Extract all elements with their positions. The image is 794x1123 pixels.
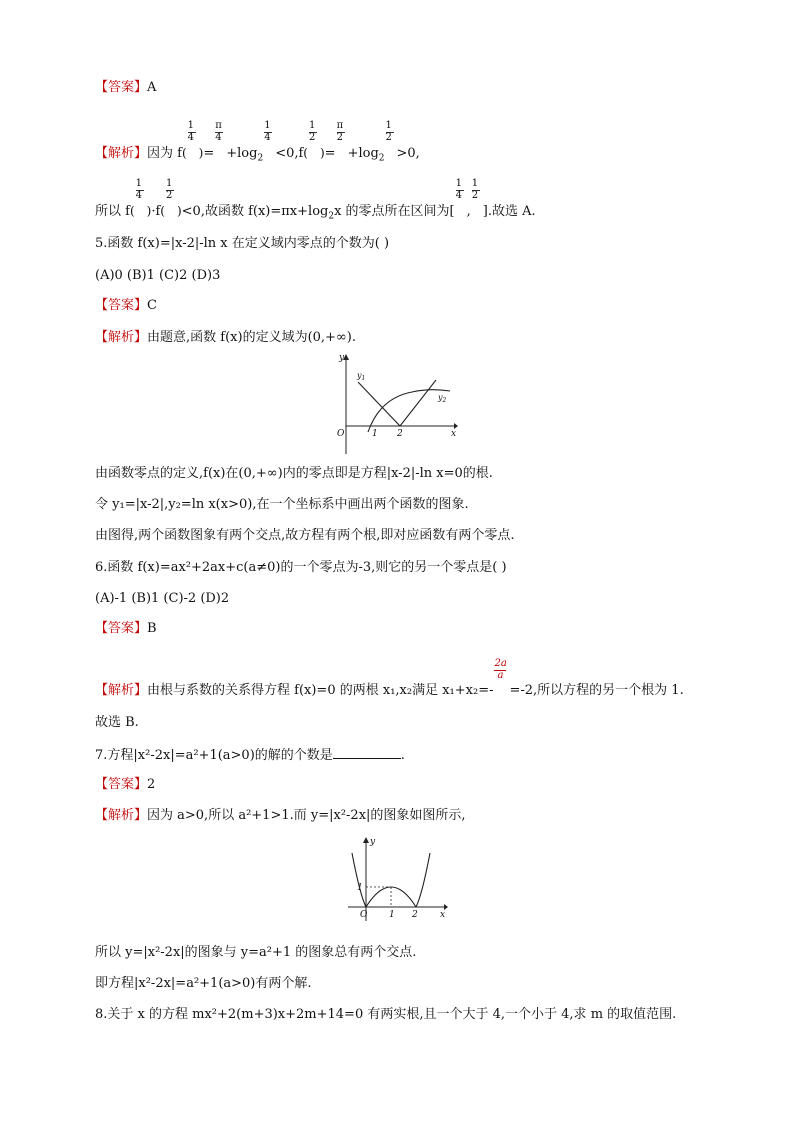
q4-solution-line-2: 所以 f( $\frac{1}{4}$ )·f( $\frac{1}{2}$ )<0,故函数 $f(x)=\pi x+\log_2x$ 的零点所在区间为[ $\frac{1}{4}$ , $\frac{1}{2}$ ].故选 A. [95, 178, 536, 222]
tick-label-1: 1 [372, 429, 378, 439]
right-branch-curve [416, 853, 430, 907]
tick-label-1: 1 [389, 910, 395, 920]
solution-text: +log [226, 146, 258, 161]
q8-stem: 8.关于 x 的方程 mx²+2(m+3)x+2m+14=0 有两实根,且一个大于 4,一个小于 4,求 m 的取值范围. [95, 1007, 677, 1022]
fraction-one-half: $\frac{1}{2}$ [385, 120, 392, 143]
solution-tag: 【解析】 [95, 808, 148, 823]
y-axis-arrow [363, 837, 369, 843]
q4-answer-line [95, 80, 156, 96]
curve-label-y1: $y_1$ [357, 371, 366, 382]
solution-text: 由题意,函数 f(x)的定义域为(0,+∞). [147, 330, 356, 345]
solution-tag: 【解析】 [95, 146, 148, 161]
fraction-pi-half: $\frac{\pi}{2}$ [336, 120, 344, 143]
solution-text: 所以 f [95, 204, 130, 219]
solution-text: =-2,所以方程的另一个根为 1. [509, 683, 684, 698]
fraction-one-half: $\frac{1}{2}$ [308, 120, 316, 143]
q5-stem: 5.函数 f(x)=|x-2|-ln x 在定义域内零点的个数为( ) [95, 236, 390, 251]
answer-tag: 【答案】 [95, 80, 148, 95]
fraction-one-half: $\frac{1}{2}$ [165, 178, 173, 201]
answer-blank [333, 746, 401, 759]
solution-text: <0,故函数 f(x)=πx+log [181, 204, 329, 219]
answer-tag: 【答案】 [95, 777, 148, 792]
x-axis-label: x [440, 910, 446, 920]
tick-label-2: 2 [412, 910, 418, 920]
q5-answer-line [95, 298, 157, 314]
tick-label-2: 2 [397, 429, 403, 439]
answer-tag: 【答案】 [95, 298, 148, 313]
q6-solution-line-2: 故选 B. [95, 715, 139, 730]
q5-solution-line-4: 由图得,两个函数图象有两个交点,故方程有两个根,即对应函数有两个零点. [95, 528, 515, 543]
q7-function-graph [340, 835, 455, 925]
q7-solution-line-2: 所以 y=|x²-2x|的图象与 y=a²+1 的图象总有两个交点. [95, 945, 417, 960]
solution-tag: 【解析】 [95, 330, 148, 345]
solution-text: 由根与系数的关系得方程 f(x)=0 的两根 x₁,x₂满足 x₁+x₂=- [147, 683, 494, 698]
fraction-one-quarter: $\frac{1}{4}$ [455, 178, 462, 201]
fraction-one-quarter: $\frac{1}{4}$ [264, 120, 271, 143]
q7-answer-line [95, 777, 155, 793]
left-branch-curve [352, 853, 366, 907]
answer-value: B [147, 621, 157, 636]
solution-text: ].故选 A. [482, 204, 536, 219]
q6-solution-line-1 [95, 658, 684, 699]
y-axis-label: y [370, 837, 376, 847]
solution-text: <0,f [275, 146, 304, 161]
q7-solution-line-3: 即方程|x²-2x|=a²+1(a>0)有两个解. [95, 976, 312, 991]
q5-solution-line-1 [95, 330, 356, 346]
curve-label-y2: $y_2$ [438, 393, 447, 404]
q6-options: (A)-1 (B)1 (C)-2 (D)2 [95, 591, 230, 606]
solution-text: 因为 a>0,所以 a²+1>1.而 y=|x²-2x|的图象如图所示, [147, 808, 466, 823]
x-axis-label: x [451, 429, 457, 439]
q4-solution-line-1: 【解析】因为 f( $\frac{1}{4}$ )= $\frac{\pi}{4}$ $+\log_2$ $\frac{1}{4}$ <0,f( $\frac{1}{2}$ )= $\frac{\pi}{2}$ $+\log_2$ $\frac{1}{2}$ >0, [95, 120, 420, 164]
answer-value: A [147, 80, 157, 95]
q5-function-graph [330, 350, 460, 460]
solution-text: ·f [151, 204, 161, 219]
q6-answer-line [95, 621, 157, 637]
solution-tag: 【解析】 [95, 683, 148, 698]
abs-function-curve [358, 380, 436, 426]
answer-tag: 【答案】 [95, 621, 148, 636]
y-tick-label-1: 1 [357, 883, 363, 893]
answer-value: C [147, 298, 157, 313]
fraction-2a-over-a: $\frac{2a}{a}$ [494, 658, 507, 681]
fraction-one-quarter: $\frac{1}{4}$ [187, 120, 195, 143]
solution-text: +log [347, 146, 379, 161]
origin-label: O [337, 429, 345, 439]
answer-value: 2 [147, 777, 156, 792]
solution-text: 因为 f [147, 146, 182, 161]
solution-text: x 的零点所在区间为[ [334, 204, 455, 219]
y-axis-label: y [339, 353, 345, 363]
origin-label: O [360, 910, 368, 920]
solution-text: >0, [396, 146, 420, 161]
stem-text: . [400, 748, 405, 763]
stem-text: 7.方程|x²-2x|=a²+1(a>0)的解的个数是 [95, 748, 333, 763]
q6-stem: 6.函数 f(x)=ax²+2ax+c(a≠0)的一个零点为-3,则它的另一个零点是( ) [95, 560, 507, 575]
q7-solution-line-1 [95, 808, 466, 824]
q5-solution-line-3: 令 y₁=|x-2|,y₂=ln x(x>0),在一个坐标系中画出两个函数的图象. [95, 497, 469, 512]
fraction-one-half: $\frac{1}{2}$ [471, 178, 479, 201]
q7-stem [95, 746, 405, 764]
fraction-one-quarter: $\frac{1}{4}$ [135, 178, 143, 201]
q5-options: (A)0 (B)1 (C)2 (D)3 [95, 268, 221, 283]
q5-solution-line-2: 由函数零点的定义,f(x)在(0,+∞)内的零点即是方程|x-2|-ln x=0的根. [95, 466, 493, 481]
fraction-pi-quarter: $\frac{\pi}{4}$ [215, 120, 222, 143]
